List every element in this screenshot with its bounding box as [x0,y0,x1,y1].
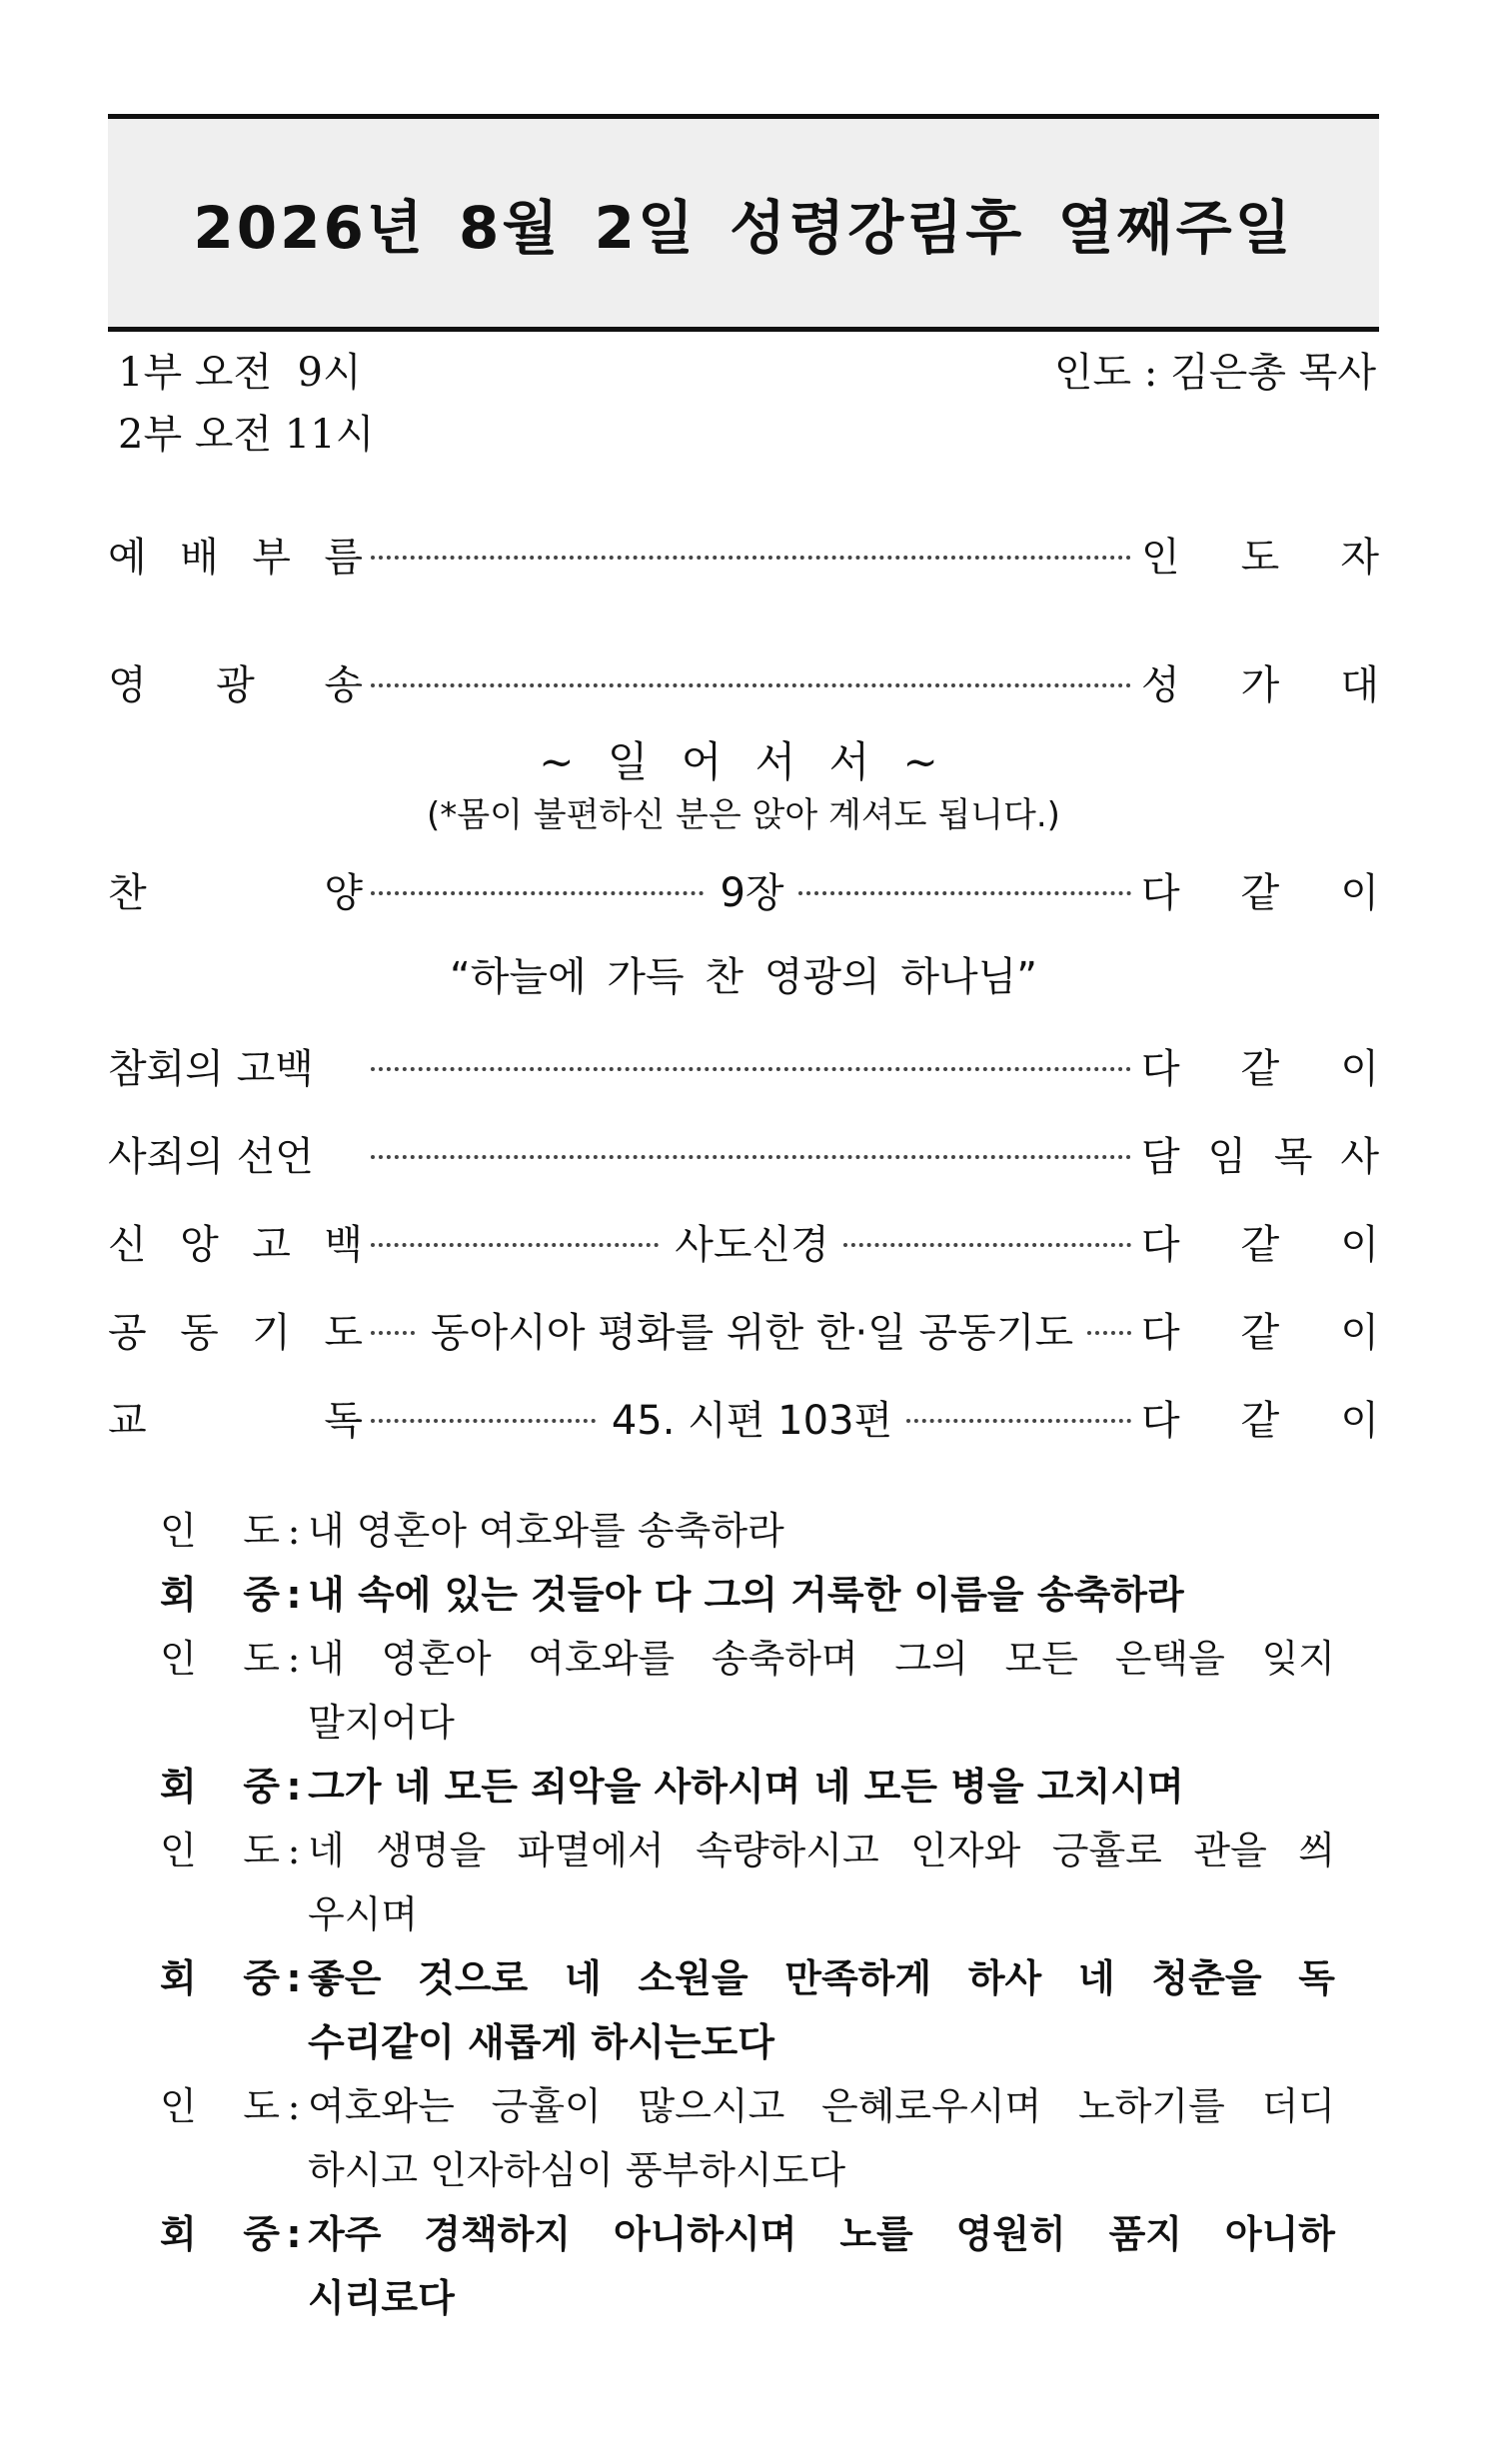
reading-text: 하시고 인자하심이 풍부하시도다 [308,2148,846,2192]
dot-leader [371,891,704,895]
order-item-label: 찬 양 [108,869,363,916]
order-item-label: 영 광 송 [108,661,363,708]
reading-text: 수리같이 새롭게 하시는도다 [308,2020,774,2064]
responsive-reading [160,1499,1335,2330]
order-item-label: 사죄의 선언 [108,1133,314,1180]
stand-up-instruction: ~ 일 어 서 서 ~ [539,737,948,786]
dot-leader [371,1155,1131,1159]
reading-speaker: 인 도 [160,1509,280,1553]
order-item [108,1299,1379,1359]
service-time-1: 1부 오전 9시 [118,350,362,396]
service-leader: 인도 : 김은총 목사 [1053,350,1376,396]
reading-line: 인 도 : 네 생명을 파멸에서 속량하시고 인자와 긍휼로 관을 씌 [160,1819,1335,1882]
order-item-label: 신 앙 고 백 [108,1221,363,1268]
dot-leader [371,1419,596,1423]
order-item-detail: 9장 [720,869,784,916]
reading-text: 내 속에 있는 것들아 다 그의 거룩한 이름을 송축하라 [308,1573,1184,1617]
reading-speaker: 인 도 [160,1637,280,1681]
order-item-label: 예 배 부 름 [108,534,363,581]
reading-speaker [160,2266,280,2330]
dot-leader [371,1331,415,1335]
order-item [108,1035,1379,1095]
order-item-officiant: 다 같 이 [1141,1309,1379,1356]
reading-speaker [160,1882,280,1946]
dot-leader [843,1243,1131,1247]
dot-leader [906,1419,1131,1423]
reading-line: 회 중 : 내 속에 있는 것들아 다 그의 거룩한 이름을 송축하라 [160,1563,1335,1627]
order-item-detail: 사도신경 [675,1221,829,1268]
order-item-detail: 45. 시편 103편 [611,1397,893,1444]
reading-line: 인 도 : 내 영혼아 여호와를 송축하며 그의 모든 은택을 잊지 [160,1627,1335,1691]
reading-line: 인 도 : 내 영혼아 여호와를 송축하라 [160,1499,1335,1563]
order-item-label: 교 독 [108,1397,363,1444]
reading-text: 여호와는 긍휼이 많으시고 은혜로우시며 노하기를 더디 [308,2084,1335,2128]
reading-line [160,1882,1335,1946]
order-item-officiant: 다 같 이 [1141,1221,1379,1268]
reading-speaker: 회 중 [160,1765,280,1809]
reading-speaker [160,2138,280,2202]
dot-leader [371,556,1131,560]
title-banner [108,114,1379,332]
reading-text: 우시며 [308,1892,419,1936]
dot-leader [371,683,1131,687]
dot-leader [1087,1331,1131,1335]
reading-line [160,2010,1335,2074]
reading-line [160,2266,1335,2330]
order-item-label: 참회의 고백 [108,1045,314,1092]
reading-text: 시리로다 [308,2276,455,2320]
reading-speaker: 회 중 [160,2212,280,2256]
reading-speaker [160,1691,280,1755]
hymn-title: “하늘에 가득 찬 영광의 하나님” [450,954,1037,1000]
dot-leader [371,1243,659,1247]
order-item [108,1211,1379,1271]
reading-line [160,1691,1335,1755]
order-item [108,1387,1379,1447]
page-title: 2026년 8월 2일 성령강림후 열째주일 [193,194,1294,262]
reading-text: 좋은 것으로 네 소원을 만족하게 하사 네 청춘을 독 [308,1956,1335,2000]
reading-line: 회 중 : 자주 경책하지 아니하시며 노를 영원히 품지 아니하 [160,2202,1335,2266]
order-item [108,651,1379,711]
reading-text: 내 영혼아 여호와를 송축하며 그의 모든 은택을 잊지 [308,1637,1335,1681]
dot-leader [371,1067,1131,1071]
reading-speaker: 인 도 [160,1829,280,1872]
order-item-label: 공 동 기 도 [108,1309,363,1356]
reading-text: 그가 네 모든 죄악을 사하시며 네 모든 병을 고치시며 [308,1765,1184,1809]
order-item-officiant: 성 가 대 [1141,661,1379,708]
order-item-officiant: 담 임 목 사 [1141,1133,1379,1180]
order-item [108,524,1379,584]
reading-line: 회 중 : 그가 네 모든 죄악을 사하시며 네 모든 병을 고치시며 [160,1755,1335,1819]
order-item-detail: 동아시아 평화를 위한 한·일 공동기도 [430,1309,1074,1356]
reading-speaker: 회 중 [160,1573,280,1617]
reading-line [160,2138,1335,2202]
order-item [108,1123,1379,1183]
reading-text: 자주 경책하지 아니하시며 노를 영원히 품지 아니하 [308,2212,1335,2256]
stand-up-note: (*몸이 불편하신 분은 앉아 계셔도 됩니다.) [427,795,1060,835]
reading-text: 네 생명을 파멸에서 속량하시고 인자와 긍휼로 관을 씌 [308,1829,1335,1872]
reading-line: 인 도 : 여호와는 긍휼이 많으시고 은혜로우시며 노하기를 더디 [160,2074,1335,2138]
order-item-officiant: 다 같 이 [1141,869,1379,916]
order-item [108,859,1379,919]
reading-speaker: 인 도 [160,2084,280,2128]
reading-speaker: 회 중 [160,1956,280,2000]
reading-text: 말지어다 [308,1701,455,1745]
service-time-2: 2부 오전 11시 [118,412,375,458]
service-times [118,342,374,466]
order-item-officiant: 다 같 이 [1141,1397,1379,1444]
dot-leader [798,891,1131,895]
order-item-officiant: 다 같 이 [1141,1045,1379,1092]
reading-speaker [160,2010,280,2074]
reading-text: 내 영혼아 여호와를 송축하라 [308,1509,784,1553]
order-item-officiant: 인 도 자 [1141,534,1379,581]
reading-line: 회 중 : 좋은 것으로 네 소원을 만족하게 하사 네 청춘을 독 [160,1946,1335,2010]
